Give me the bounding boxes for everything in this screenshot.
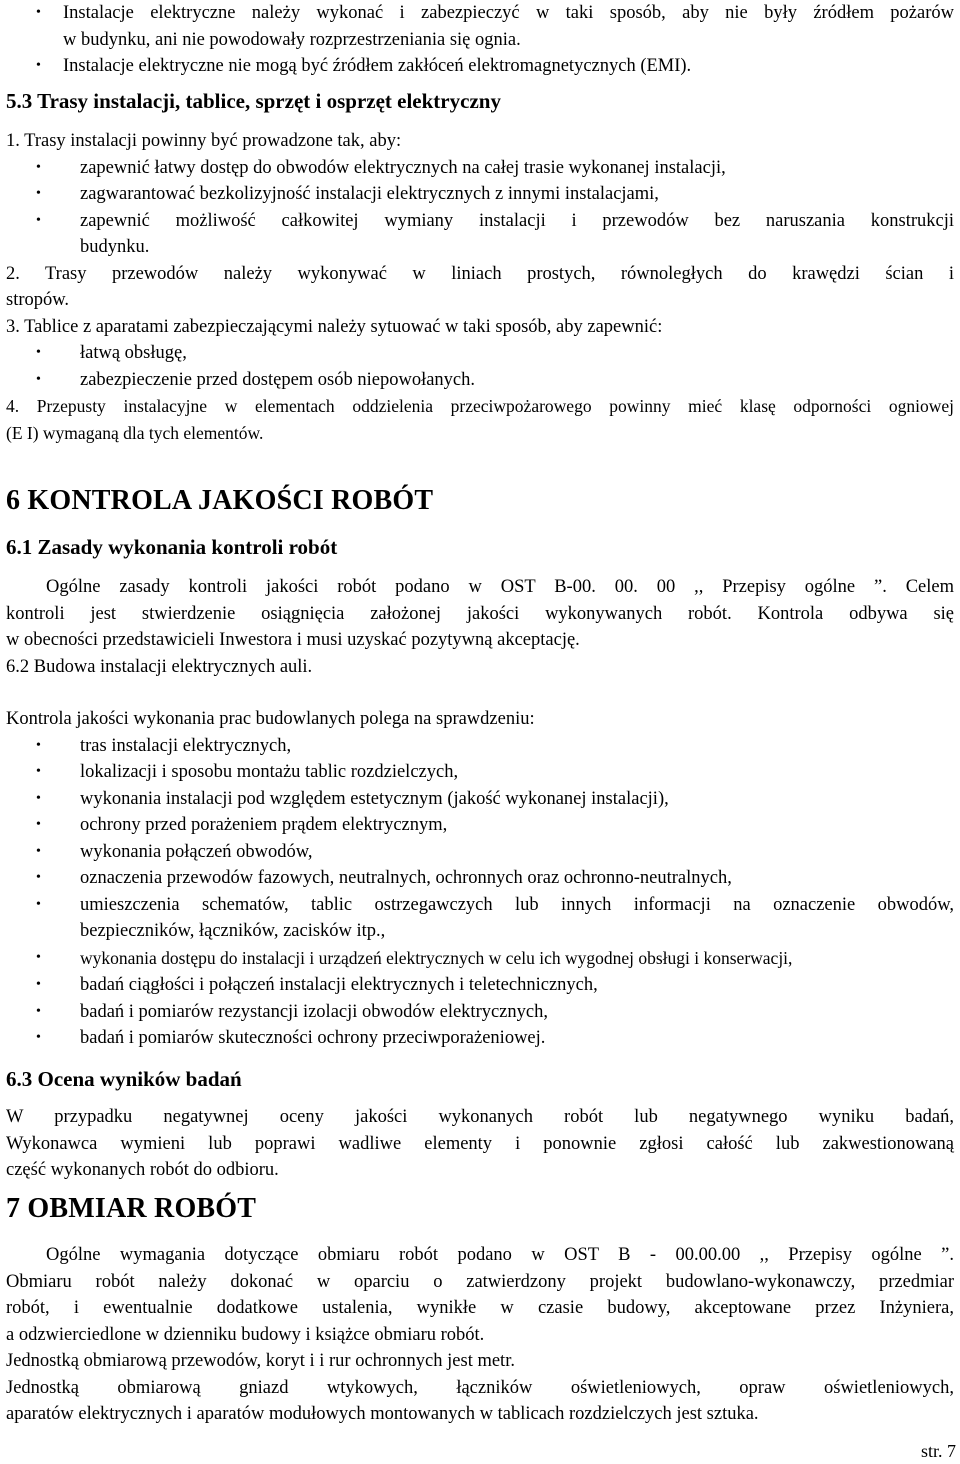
bullet-icon: • xyxy=(36,843,41,859)
bullet-icon: • xyxy=(36,949,41,965)
subsection-line-6-2: 6.2 Budowa instalacji elektrycznych auli. xyxy=(6,656,313,677)
list-item-text: badań ciągłości i połączeń instalacji elektrycznych i teletechnicznych, xyxy=(80,975,598,995)
paragraph: Kontrola jakości wykonania prac budowlanych polega na sprawdzeniu: xyxy=(6,709,535,729)
list-item xyxy=(6,839,954,866)
bullet-list xyxy=(6,733,954,1052)
bullet-icon: • xyxy=(36,58,41,73)
section-6-1-body xyxy=(6,574,954,680)
paragraph: 1. Trasy instalacji powinny być prowadzone tak, aby: xyxy=(6,131,402,151)
text-line: robót, i ewentualnie dodatkowe ustalenia, wynikłe w czasie budowy, akceptowane przez Inżyniera, xyxy=(6,1298,954,1318)
list-item xyxy=(6,155,954,182)
section-heading-5-3: 5.3 Trasy instalacji, tablice, sprzęt i osprzęt elektryczny xyxy=(6,89,501,113)
text-line: budynku. xyxy=(80,237,150,257)
text-line: zapewnić możliwość całkowitej wymiany instalacji i przewodów bez naruszania konstrukcji xyxy=(80,210,954,231)
text-line: Wykonawca wymieni lub poprawi wadliwe elementy i ponownie zgłosi całość lub zakwestionowaną xyxy=(6,1133,954,1154)
list-item xyxy=(6,340,954,367)
text-line: aparatów elektrycznych i aparatów modułowych montowanych w tablicach rozdzielczych jest sztuka. xyxy=(6,1404,759,1424)
bullet-icon: • xyxy=(36,790,41,806)
list-item xyxy=(6,865,954,892)
text-line: część wykonanych robót do odbioru. xyxy=(6,1160,279,1180)
text-line: Ogólne zasady kontroli jakości robót podano w OST B-00. 00. 00 ,, Przepisy ogólne ”. Celem xyxy=(46,577,954,597)
text-line: Instalacje elektryczne nie mogą być źródłem zakłóceń elektromagnetycznych (EMI). xyxy=(63,56,692,76)
section-6-2-body xyxy=(6,706,954,1052)
bullet-icon: • xyxy=(36,371,41,387)
list-item-text: zapewnić łatwy dostęp do obwodów elektrycznych na całej trasie wykonanej instalacji, xyxy=(80,157,726,178)
list-item-text: lokalizacji i sposobu montażu tablic rozdzielczych, xyxy=(80,762,459,782)
page-number: str. 7 xyxy=(920,1440,956,1461)
list-item xyxy=(6,1025,954,1052)
list-item-text: łatwą obsługę, xyxy=(80,343,187,363)
list-item-text: badań i pomiarów rezystancji izolacji obwodów elektrycznych, xyxy=(80,1001,548,1022)
text-line: (E I) wymaganą dla tych elementów. xyxy=(6,422,264,443)
list-item-text: wykonania dostępu do instalacji i urządzeń elektrycznych w celu ich wygodnej obsługi i konserwacji, xyxy=(80,947,793,968)
bullet-icon: • xyxy=(36,5,41,20)
list-item xyxy=(6,786,954,813)
bullet-icon: • xyxy=(36,870,41,885)
section-heading-6-1: 6.1 Zasady wykonania kontroli robót xyxy=(6,535,338,559)
text-line: 4. Przepusty instalacyjne w elementach oddzielenia przeciwpożarowego powinny mieć klasę odporności ogniowej xyxy=(6,396,954,416)
text-line: Obmiaru robót należy dokonać w oparciu o zatwierdzony projekt budowlano-wykonawczy, przedmiar xyxy=(6,1271,954,1292)
text-line: umieszczenia schematów, tablic ostrzegawczych lub innych informacji na oznaczenie obwodów, xyxy=(80,894,954,915)
list-item xyxy=(6,759,954,786)
chapter-heading-6: 6 KONTROLA JAKOŚCI ROBÓT xyxy=(6,485,434,516)
bullet-icon: • xyxy=(36,817,41,832)
text-line: w obecności przedstawicieli Inwestora i musi uzyskać pozytywną akceptację. xyxy=(6,630,580,650)
text-line: stropów. xyxy=(6,290,70,310)
paragraph: 3. Tablice z aparatami zabezpieczającymi należy sytuować w taki sposób, aby zapewnić: xyxy=(6,316,663,337)
text-line: 2. Trasy przewodów należy wykonywać w liniach prostych, równoległych do krawędzi ścian i xyxy=(6,263,954,284)
list-item xyxy=(6,812,954,839)
chapter-7-body xyxy=(6,1242,954,1428)
list-item xyxy=(6,733,954,760)
top-bullet-list xyxy=(6,0,954,80)
bullet-list xyxy=(6,155,954,261)
text-line: Ogólne wymagania dotyczące obmiaru robót podano w OST B - 00.00.00 ,, Przepisy ogólne ”. xyxy=(46,1245,954,1265)
list-item xyxy=(6,53,954,80)
paragraph: Jednostką obmiarową przewodów, koryt i i rur ochronnych jest metr. xyxy=(6,1351,515,1371)
list-item-text: wykonania instalacji pod względem estetycznym (jakość wykonanej instalacji), xyxy=(80,788,669,809)
bullet-icon: • xyxy=(36,345,41,360)
section-6-3-body xyxy=(6,1104,954,1184)
list-item xyxy=(6,208,954,261)
list-item xyxy=(6,0,954,53)
list-item xyxy=(6,972,954,999)
list-item xyxy=(6,367,954,394)
text-line: kontroli jest stwierdzenie osiągnięcia założonej jakości wykonywanych robót. Kontrola odbywa się xyxy=(6,603,954,624)
bullet-icon: • xyxy=(36,896,41,912)
text-line: Jednostką obmiarową gniazd wtykowych, łączników oświetleniowych, opraw oświetleniowych, xyxy=(6,1377,954,1398)
text-line: bezpieczników, łączników, zacisków itp., xyxy=(80,921,386,941)
list-item-text: tras instalacji elektrycznych, xyxy=(80,735,292,756)
section-heading-6-3: 6.3 Ocena wyników badań xyxy=(6,1067,242,1091)
bullet-icon: • xyxy=(36,1030,41,1045)
list-item-text: wykonania połączeń obwodów, xyxy=(80,841,313,862)
list-item-text: zabezpieczenie przed dostępem osób niepowołanych. xyxy=(80,369,476,390)
bullet-icon: • xyxy=(36,737,41,753)
list-item xyxy=(6,892,954,945)
list-item xyxy=(6,999,954,1026)
section-5-3-body xyxy=(6,128,954,446)
text-line: a odzwierciedlone w dzienniku budowy i książce obmiaru robót. xyxy=(6,1324,485,1345)
list-item xyxy=(6,945,954,973)
bullet-icon: • xyxy=(36,764,41,779)
text-line: W przypadku negatywnej oceny jakości wykonanych robót lub negatywnego wyniku badań, xyxy=(6,1107,954,1127)
bullet-icon: • xyxy=(36,159,41,175)
bullet-icon: • xyxy=(36,1003,41,1019)
chapter-heading-7: 7 OBMIAR ROBÓT xyxy=(6,1193,257,1224)
list-item-text: ochrony przed porażeniem prądem elektrycznym, xyxy=(80,815,448,835)
text-line: w budynku, ani nie powodowały rozprzestrzeniania się ognia. xyxy=(63,29,521,50)
list-item-text: zagwarantować bezkolizyjność instalacji elektrycznych z innymi instalacjami, xyxy=(80,184,659,204)
bullet-icon: • xyxy=(36,212,41,228)
text-line: Instalacje elektryczne należy wykonać i zabezpieczyć w taki sposób, aby nie były źródłem pożarów xyxy=(63,3,954,23)
bullet-icon: • xyxy=(36,977,41,992)
list-item-text: oznaczenia przewodów fazowych, neutralnych, ochronnych oraz ochronno-neutralnych, xyxy=(80,868,732,888)
list-item xyxy=(6,181,954,208)
bullet-icon: • xyxy=(36,186,41,201)
list-item-text: badań i pomiarów skuteczności ochrony przeciwporażeniowej. xyxy=(80,1028,546,1048)
bullet-list xyxy=(6,340,954,393)
